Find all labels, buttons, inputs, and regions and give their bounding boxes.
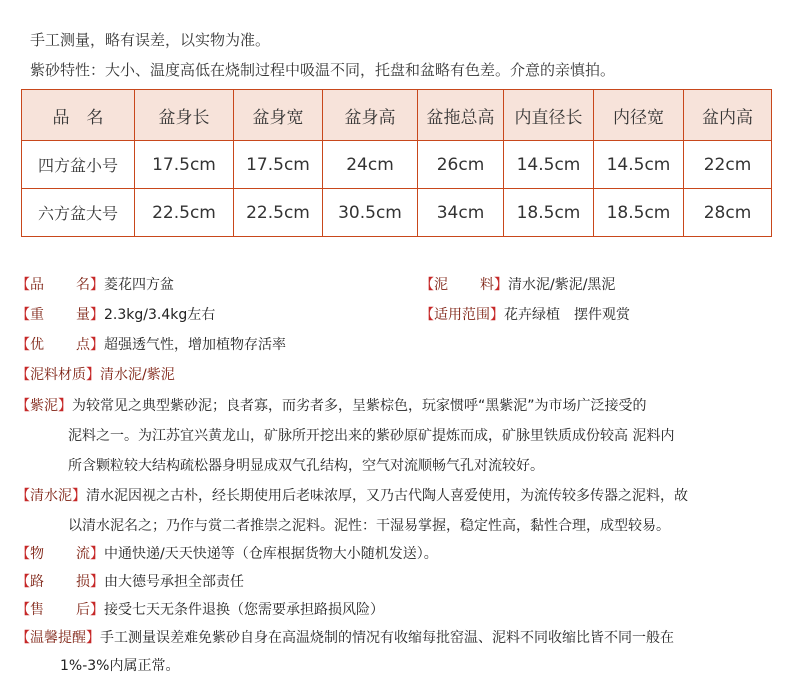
info-value: 清水泥/紫泥 [100,367,175,383]
info-paragraph: 1%-3%内属正常。 [60,658,180,674]
info-aftersale: 【售 后】接受七天无条件退换（您需要承担路损风险） [16,599,384,619]
info-paragraph: 为较常见之典型紫砂泥；良者寡，而劣者多，呈紫棕色，玩家惯呼“黑紫泥”为市场广泛接受的 [72,398,647,414]
info-label: 适用范围 [434,307,490,323]
info-label: 清水泥 [30,488,72,504]
info-logistics: 【物 流】中通快递/天天快递等（仓库根据货物大小随机发送）。 [16,543,438,563]
zini-description: 【紫泥】为较常见之典型紫砂泥；良者寡，而劣者多，呈紫棕色，玩家惯呼“黑紫泥”为市场广泛接受的 [16,398,647,414]
info-paragraph: 以清水泥名之；乃作与赏二者推崇之泥料。泥性：干湿易掌握，稳定性高，黏性合理，成型较易。 [68,518,670,534]
info-label: 售 后 [30,602,90,618]
info-label: 紫泥 [30,398,58,414]
info-label: 温馨提醒 [30,630,86,646]
info-paragraph: 所含颗粒较大结构疏松器身明显成双气孔结构，空气对流顺畅气孔对流较好。 [68,458,544,474]
info-clay: 【泥 料】清水泥/紫泥/黑泥 [420,274,615,294]
table-cell: 四方盆小号 [22,141,135,189]
info-value: 2.3kg/3.4kg左右 [104,307,216,323]
info-value: 由大德号承担全部责任 [104,574,244,590]
table-header-cell: 盆身高 [323,90,418,141]
table-cell: 26cm [418,141,504,189]
qingshui-description: 【清水泥】清水泥因视之古朴，经长期使用后老味浓厚，又乃古代陶人喜爱使用，为流传较多传器之泥料，故 [16,488,688,504]
size-table [21,89,772,237]
info-scope: 【适用范围】花卉绿植 摆件观赏 [420,307,630,323]
table-cell: 14.5cm [594,141,684,189]
table-header-cell: 盆身宽 [234,90,323,141]
table-header-cell: 盆拖总高 [418,90,504,141]
info-label: 品 名 [30,277,90,293]
table-cell: 34cm [418,189,504,237]
info-paragraph: 手工测量误差难免紫砂自身在高温烧制的情况有收缩每批窑温、泥料不同收缩比皆不同一般在 [100,630,674,646]
info-label: 泥料材质 [30,367,86,383]
info-product-name: 【品 名】菱花四方盆 [16,274,174,294]
info-label: 路 损 [30,574,90,590]
table-header-cell: 品 名 [22,90,135,141]
info-damage: 【路 损】由大德号承担全部责任 [16,571,244,591]
table-header-cell: 盆身长 [135,90,234,141]
table-cell: 18.5cm [504,189,594,237]
measurement-note: 手工测量，略有误差，以实物为准。 [30,31,271,49]
info-label: 优 点 [30,337,90,353]
table-cell: 17.5cm [234,141,323,189]
table-header-row [22,90,772,141]
info-paragraph: 泥料之一。为江苏宜兴黄龙山，矿脉所开挖出来的紫砂原矿提炼而成，矿脉里铁质成份较高 泥料内 [68,428,675,444]
table-cell: 六方盆大号 [22,189,135,237]
info-tip: 【温馨提醒】手工测量误差难免紫砂自身在高温烧制的情况有收缩每批窑温、泥料不同收缩比皆不同一般在 [16,630,674,646]
table-cell: 14.5cm [504,141,594,189]
info-value: 超强透气性，增加植物存活率 [104,337,286,353]
info-value: 菱花四方盆 [104,277,174,293]
info-value: 接受七天无条件退换（您需要承担路损风险） [104,602,384,618]
table-cell: 22.5cm [135,189,234,237]
info-value: 清水泥/紫泥/黑泥 [508,277,616,293]
table-cell: 30.5cm [323,189,418,237]
table-row [22,141,772,189]
info-label: 泥 料 [434,277,494,293]
table-header-cell: 内直径长 [504,90,594,141]
table-cell: 18.5cm [594,189,684,237]
info-weight: 【重 量】2.3kg/3.4kg左右 [16,304,215,324]
info-label: 重 量 [30,307,90,323]
info-merit: 【优 点】超强透气性，增加植物存活率 [16,334,286,354]
info-value: 花卉绿植 摆件观赏 [504,307,630,323]
table-row [22,189,772,237]
table-cell: 28cm [684,189,772,237]
info-label: 物 流 [30,546,90,562]
table-cell: 17.5cm [135,141,234,189]
table-header-cell: 盆内高 [684,90,772,141]
table-cell: 22.5cm [234,189,323,237]
info-material: 【泥料材质】清水泥/紫泥 [16,367,175,383]
clay-property-note: 紫砂特性：大小、温度高低在烧制过程中吸温不同，托盘和盆略有色差。介意的亲慎拍。 [30,61,616,79]
table-cell: 24cm [323,141,418,189]
table-header-cell: 内径宽 [594,90,684,141]
table-cell: 22cm [684,141,772,189]
info-paragraph: 清水泥因视之古朴，经长期使用后老味浓厚，又乃古代陶人喜爱使用，为流传较多传器之泥料，故 [86,488,688,504]
info-value: 中通快递/天天快递等（仓库根据货物大小随机发送）。 [104,546,438,562]
